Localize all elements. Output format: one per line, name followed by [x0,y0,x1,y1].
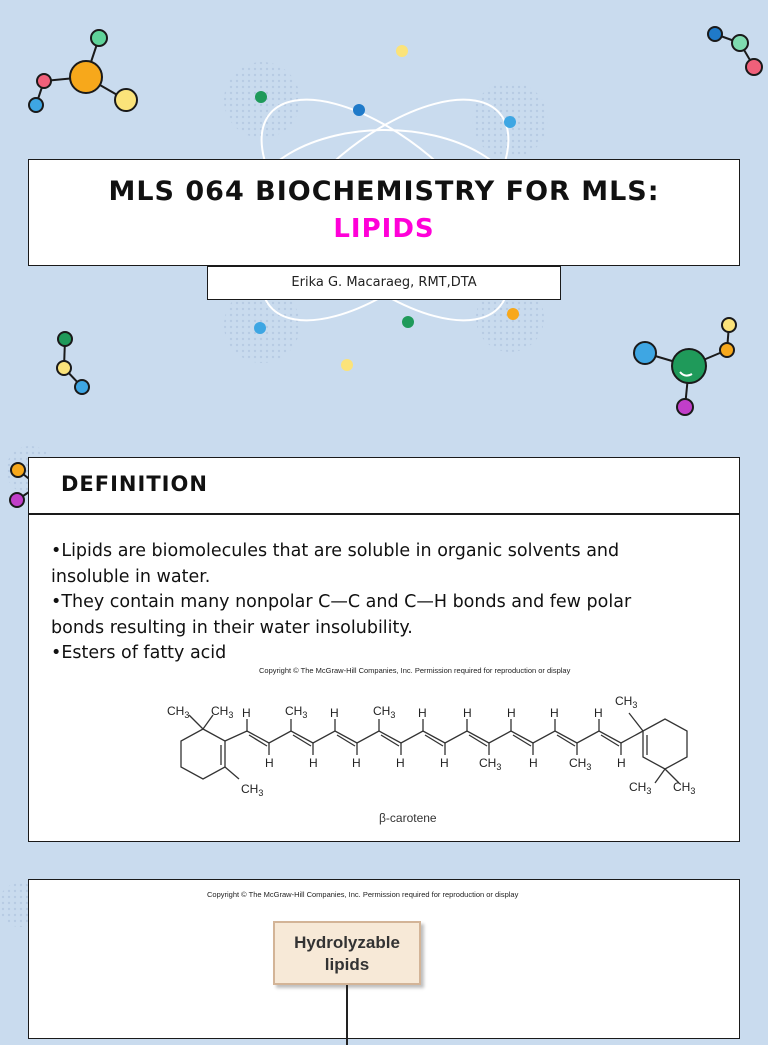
beta-carotene-structure [129,679,709,829]
svg-text:H: H [396,756,405,770]
orbit-dot [396,45,408,57]
bullet-text: •They contain many nonpolar C—C and C—H bonds and few polar [51,592,632,612]
svg-text:H: H [507,706,516,720]
definition-header [28,457,740,514]
orbit-dot [255,91,267,103]
svg-text:H: H [617,756,626,770]
molecule-icon [29,30,137,112]
copyright-notice: Copyright © The McGraw-Hill Companies, Inc. Permission required for reproduction or display [207,890,519,899]
svg-text:H: H [529,756,538,770]
svg-text:CH3: $CH_3$ [241,782,264,798]
svg-text:H: H [352,756,361,770]
svg-text:H: H [463,706,472,720]
svg-text:CH3: $CH_3$ [615,694,638,710]
orbit-dot [254,322,266,334]
molecule-icon [634,318,736,415]
svg-text:H: H [309,756,318,770]
orbit-dot [341,359,353,371]
hydrolyzable-lipids-box [273,921,421,985]
svg-text:H: H [265,756,274,770]
svg-text:CH3: $CH_3$ [285,704,308,720]
author-label: Erika G. Macaraeg, RMT,DTA [207,266,561,300]
svg-text:CH3: $CH_3$ [167,704,190,720]
svg-text:CH3: $CH_3$ [211,704,234,720]
bullet-text: bonds resulting in their water insolubility. [51,618,413,638]
section-heading: DEFINITION [61,472,208,496]
svg-text:H: H [440,756,449,770]
copyright-notice: Copyright © The McGraw-Hill Companies, Inc. Permission required for reproduction or display [259,666,571,675]
svg-text:H: H [330,706,339,720]
box-label-line2: lipids [324,955,370,974]
orbit-dot [402,316,414,328]
svg-text:CH3: $CH_3$ [479,756,502,772]
svg-text:CH3: $CH_3$ [629,780,652,796]
svg-text:CH3: $CH_3$ [673,780,696,796]
svg-text:H: H [594,706,603,720]
atom-labels [167,694,695,798]
figure-caption: β-carotene [379,811,437,825]
svg-text:H: H [418,706,427,720]
box-label-line1: Hydrolyzable [294,933,400,952]
molecule-icon [708,27,762,75]
svg-text:CH3: $CH_3$ [373,704,396,720]
definition-body [28,514,740,842]
slide-title: MLS 064 BIOCHEMISTRY FOR MLS: [108,176,660,207]
bullet-text: •Lipids are biomolecules that are soluble in organic solvents and [51,541,620,561]
connector-line [346,985,348,1045]
svg-text:CH3: $CH_3$ [569,756,592,772]
slide-subtitle: LIPIDS [333,214,435,244]
svg-text:H: H [550,706,559,720]
orbit-dot [353,104,365,116]
orbit-dot [504,116,516,128]
bullet-text: •Esters of fatty acid [51,643,227,663]
hydrolyzable-lipids-panel [28,879,740,1039]
svg-text:H: H [242,706,251,720]
bullet-text: insoluble in water. [51,567,211,587]
molecule-icon [57,332,89,394]
title-panel [28,159,740,266]
orbit-dot [507,308,519,320]
